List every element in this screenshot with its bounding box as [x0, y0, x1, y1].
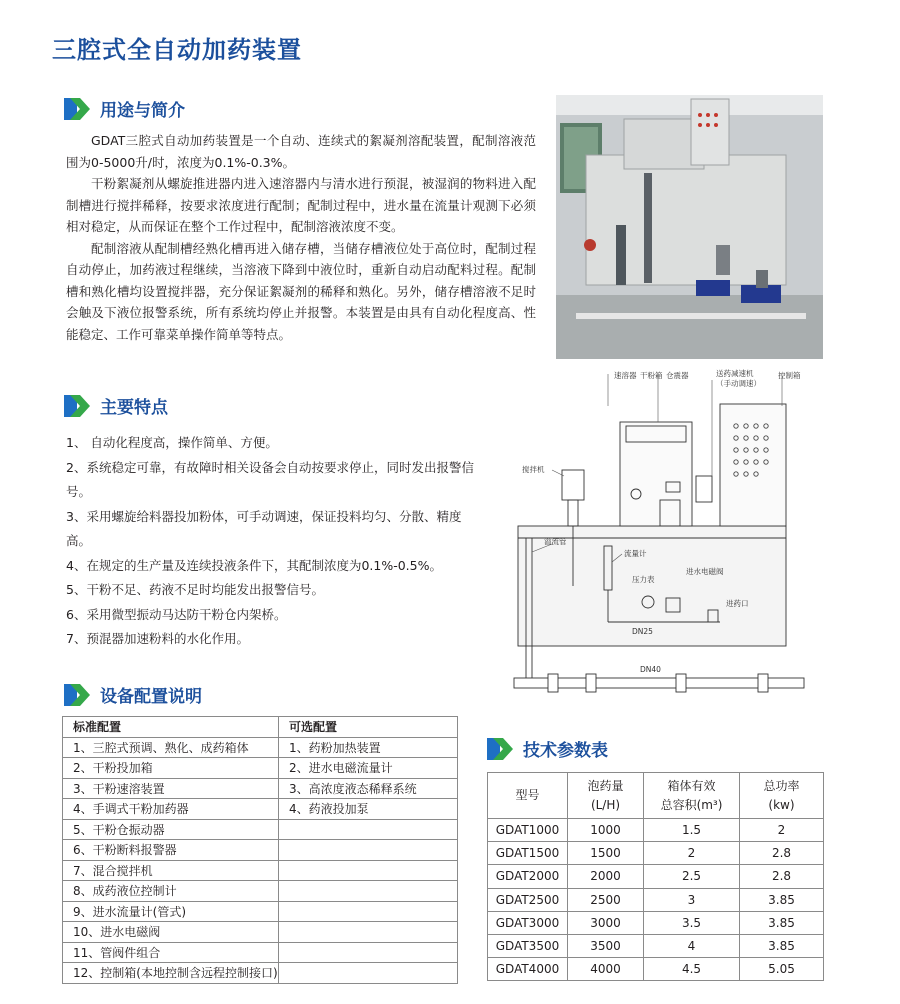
table-row	[63, 778, 458, 799]
section-title-intro: 用途与简介	[100, 101, 185, 121]
table-cell	[279, 840, 458, 861]
diagram-label: 流量计	[624, 549, 647, 558]
table-row	[488, 842, 824, 865]
features-list	[66, 431, 484, 652]
table-cell	[279, 901, 458, 922]
table-cell	[279, 922, 458, 943]
table-cell: 2500	[568, 888, 644, 911]
table-cell: 1、药粉加热装置	[279, 737, 458, 758]
page-title: 三腔式全自动加药装置	[52, 36, 302, 64]
section-title-config: 设备配置说明	[100, 687, 202, 707]
column-header: 总功率 (kw)	[740, 773, 824, 819]
table-cell: 1.5	[644, 819, 740, 842]
table-row	[488, 958, 824, 981]
table-cell: GDAT1500	[488, 842, 568, 865]
table-row	[488, 819, 824, 842]
table-row	[63, 901, 458, 922]
list-item: 4、在规定的生产量及连续投液条件下，其配制浓度为0.1%-0.5%。	[66, 557, 442, 573]
table-cell: 8、成药液位控制计	[63, 881, 279, 902]
table-cell: 3.85	[740, 934, 824, 957]
table-cell	[279, 881, 458, 902]
product-photo	[556, 95, 823, 359]
intro-paragraph: 配制溶液从配制槽经熟化槽再进入储存槽，当储存槽液位处于高位时，配制过程自动停止，加药液过程继续，当溶液下降到中液位时，重新自动启动配料过程。配制槽和熟化槽均设置搅拌器，充分保证絮凝剂的稀释和熟化。另外，储存槽溶液不足时会触及下液位报警系统，所有系统均停止并报警。本装置是由具有自动化程度高、性能稳定、工作可靠菜单操作简单等特点。	[66, 240, 536, 342]
table-cell: 7、混合搅拌机	[63, 860, 279, 881]
table-cell: 5.05	[740, 958, 824, 981]
table-cell: 3、高浓度液态稀释系统	[279, 778, 458, 799]
table-cell: 1000	[568, 819, 644, 842]
schematic-diagram	[490, 366, 820, 702]
diagram-label: 压力表	[632, 575, 655, 584]
table-cell	[279, 819, 458, 840]
table-cell: 4.5	[644, 958, 740, 981]
section-arrow-icon	[64, 684, 90, 706]
diagram-label: DN40	[640, 665, 661, 674]
column-header: 泡药量 (L/H)	[568, 773, 644, 819]
table-row	[63, 799, 458, 820]
table-row	[488, 865, 824, 888]
list-item: 3、采用螺旋给料器投加粉体，可手动调速，保证投料均匀、分散、精度高。	[66, 508, 462, 548]
list-item: 7、预混器加速粉料的水化作用。	[66, 631, 249, 646]
table-cell: 4、手调式干粉加药器	[63, 799, 279, 820]
column-header: 箱体有效 总容积(m³)	[644, 773, 740, 819]
table-cell: GDAT2500	[488, 888, 568, 911]
table-cell: 3、干粉速溶装置	[63, 778, 279, 799]
table-row	[63, 860, 458, 881]
table-cell: 4000	[568, 958, 644, 981]
intro-paragraph: GDAT三腔式自动加药装置是一个自动、连续式的絮凝剂溶配装置，配制溶液范围为0-5000升/时，浓度为0.1%-0.3%。	[66, 133, 536, 170]
table-cell: 5、干粉仓振动器	[63, 819, 279, 840]
diagram-label: 搅拌机	[522, 465, 545, 474]
diagram-label: 送药减速机	[716, 369, 754, 378]
table-header-row	[488, 773, 824, 819]
table-cell: 1、三腔式预调、熟化、成药箱体	[63, 737, 279, 758]
table-row	[63, 819, 458, 840]
table-cell: 3.85	[740, 888, 824, 911]
table-cell	[279, 963, 458, 984]
section-header-intro	[64, 96, 185, 121]
table-cell: 2	[644, 842, 740, 865]
table-cell: 2	[740, 819, 824, 842]
section-title-features: 主要特点	[100, 398, 168, 418]
table-cell: 2.8	[740, 865, 824, 888]
column-header: 型号	[488, 773, 568, 819]
diagram-label: 速溶器	[614, 371, 637, 380]
intro-paragraph: 干粉絮凝剂从螺旋推进器内进入速溶器内与清水进行预混，被湿润的物料进入配制槽进行搅拌稀释，按要求浓度进行配制；配制过程中，进水量在流量计观测下必须相对稳定，从而保证在整个工作过程中，配制溶液浓度不变。	[66, 176, 536, 234]
table-cell: 1500	[568, 842, 644, 865]
table-header-row	[63, 717, 458, 738]
table-cell: 10、进水电磁阀	[63, 922, 279, 943]
section-header-config	[64, 682, 202, 707]
table-row	[63, 963, 458, 984]
table-cell: GDAT3500	[488, 934, 568, 957]
config-table	[62, 716, 458, 984]
section-header-features	[64, 393, 168, 418]
table-cell: 3000	[568, 911, 644, 934]
column-header: 可选配置	[279, 717, 458, 738]
table-cell: 3500	[568, 934, 644, 957]
table-row	[488, 934, 824, 957]
diagram-label: 进水电磁阀	[686, 567, 724, 576]
table-cell: 3	[644, 888, 740, 911]
table-cell: 2.5	[644, 865, 740, 888]
table-cell	[279, 942, 458, 963]
table-cell: GDAT2000	[488, 865, 568, 888]
table-row	[488, 888, 824, 911]
table-cell: 3.5	[644, 911, 740, 934]
diagram-label: 控制箱	[778, 371, 801, 380]
table-row	[488, 911, 824, 934]
diagram-label: 进药口	[726, 599, 749, 608]
table-cell: 2.8	[740, 842, 824, 865]
table-row	[63, 881, 458, 902]
diagram-label: 干粉箱	[640, 371, 663, 380]
param-table	[487, 772, 824, 981]
table-cell: 4	[644, 934, 740, 957]
section-arrow-icon	[487, 738, 513, 760]
list-item: 2、系统稳定可靠，有故障时相关设备会自动按要求停止，同时发出报警信号。	[66, 459, 474, 499]
table-cell: GDAT1000	[488, 819, 568, 842]
table-cell: GDAT4000	[488, 958, 568, 981]
column-header: 标准配置	[63, 717, 279, 738]
table-cell: 3.85	[740, 911, 824, 934]
diagram-label: 仓震器	[666, 371, 689, 380]
section-arrow-icon	[64, 98, 90, 120]
table-cell: 2、进水电磁流量计	[279, 758, 458, 779]
section-header-params	[487, 736, 608, 761]
table-cell	[279, 860, 458, 881]
table-row	[63, 737, 458, 758]
table-cell: 11、管阀件组合	[63, 942, 279, 963]
table-row	[63, 942, 458, 963]
table-row	[63, 922, 458, 943]
diagram-label: 溢流管	[544, 537, 567, 546]
diagram-label: （手动调速）	[716, 379, 761, 388]
diagram-label: DN25	[632, 627, 653, 636]
table-row	[63, 840, 458, 861]
table-cell: 4、药液投加泵	[279, 799, 458, 820]
section-title-params: 技术参数表	[523, 741, 608, 761]
list-item: 1、 自动化程度高，操作简单、方便。	[66, 435, 278, 450]
table-row	[63, 758, 458, 779]
table-cell: 2000	[568, 865, 644, 888]
list-item: 6、采用微型振动马达防干粉仓内架桥。	[66, 606, 287, 622]
section-arrow-icon	[64, 395, 90, 417]
table-cell: 2、干粉投加箱	[63, 758, 279, 779]
table-cell: 12、控制箱(本地控制含远程控制接口)	[63, 963, 279, 984]
table-cell: GDAT3000	[488, 911, 568, 934]
table-cell: 6、干粉断料报警器	[63, 840, 279, 861]
table-cell: 9、进水流量计(管式)	[63, 901, 279, 922]
list-item: 5、干粉不足、药液不足时均能发出报警信号。	[66, 582, 324, 597]
intro-text	[66, 130, 536, 345]
